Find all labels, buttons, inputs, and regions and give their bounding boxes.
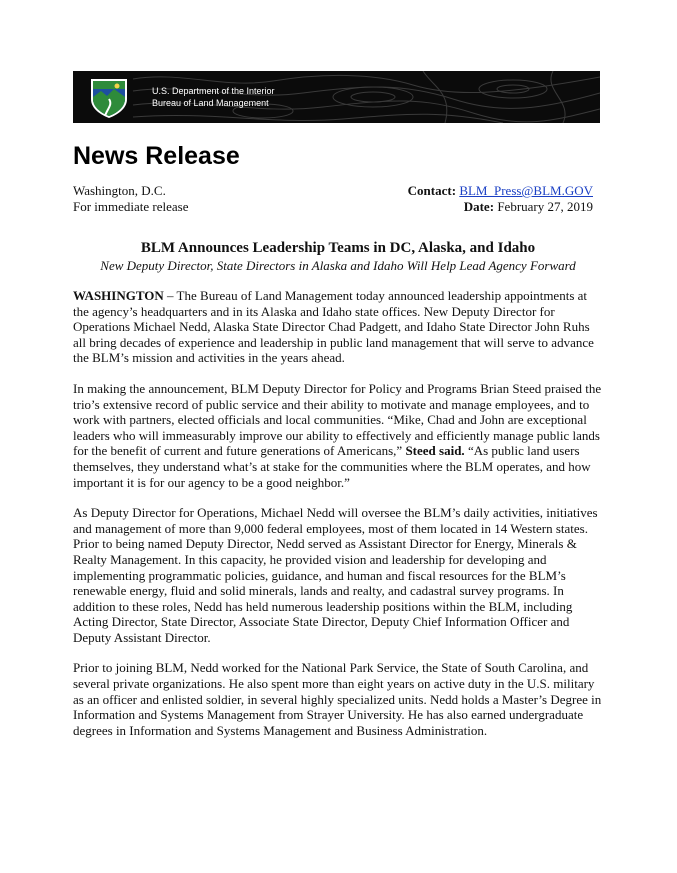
- headline: BLM Announces Leadership Teams in DC, Alaska, and Idaho: [140, 240, 536, 256]
- attribution: Steed said.: [405, 443, 465, 459]
- contact-email-link[interactable]: BLM_Press@BLM.GOV: [459, 183, 593, 198]
- paragraph-1: WASHINGTON – The Bureau of Land Management today announced leadership appointments at the agency’s headquarters and in its Alaska and Idaho state offices. New Deputy Director for Operations Michael Nedd, Alaska State Director Chad Padgett, and Idaho State Director John Ruhs all bring decades of experience and leadership in public land management that will serve to advance the BLM’s mission and activities in the years ahead.: [73, 288, 594, 366]
- dateline: WASHINGTON: [73, 288, 164, 303]
- release-info: [73, 183, 189, 215]
- contact-line: Contact: BLM_Press@BLM.GOV: [407, 183, 593, 198]
- page-title: News Release: [73, 142, 240, 170]
- agency-banner: [73, 71, 600, 123]
- paragraph-2: In making the announcement, BLM Deputy Director for Policy and Programs Brian Steed praised the trio’s extensive record of public service and their ability to motivate and manage employees, and to work with partners, elected officials and local communities. “Mike, Chad and John are exceptional leaders who will immeasurably improve our ability to effectively and efficiently manage public lands for the benefit of current and future generations of Americans,” Steed said. “As public land users themselves, they understand what’s at stake for the communities where the BLM operates, and how important it is for our agency to be a good neighbor.”: [73, 380, 602, 490]
- paragraph-3: As Deputy Director for Operations, Michael Nedd will oversee the BLM’s daily activities, initiatives and management of more than 9,000 federal employees, most of them located in 14 Western states. Prior to being named Deputy Director, Nedd served as Assistant Director for Energy, Minerals & Realty Management. In this capacity, he provided vision and leadership for developing and implementing programmatic policies, guidance, and human and fiscal resources for the BLM’s renewable energy, fluid and solid minerals, lands and realty, and cadastral survey programs. In addition to these roles, Nedd has held numerous leadership positions within the BLM, including Acting Director, State Director, Associate State Director, Deputy Chief Information Officer and Deputy Assistant Director.: [73, 505, 598, 645]
- blm-logo: [87, 75, 131, 119]
- date-label: Date: [463, 199, 490, 214]
- bureau-name: Bureau of Land Management: [152, 98, 269, 108]
- article-body: [73, 288, 603, 753]
- subheadline: New Deputy Director, State Directors in Alaska and Idaho Will Help Lead Agency Forward: [100, 258, 576, 273]
- location: Washington, D.C.: [73, 183, 166, 198]
- department-name: U.S. Department of the Interior: [152, 86, 275, 96]
- date-line: Date: February 27, 2019: [463, 199, 593, 214]
- paragraph-4: Prior to joining BLM, Nedd worked for the National Park Service, the State of South Carolina, and several private organizations. He also spent more than eight years on active duty in the U.S. military as an officer and enlisted soldier, in several highly specialized units. Nedd holds a Master’s Degree in Information and Systems Management from Strayer University. He has also earned undergraduate degrees in Information and Systems Management and Business Administration.: [73, 660, 602, 738]
- date-value: February 27, 2019: [497, 199, 593, 214]
- release-note: For immediate release: [73, 199, 189, 214]
- contact-label: Contact: [407, 183, 452, 198]
- contact-info: [408, 183, 593, 215]
- agency-name: [152, 85, 275, 109]
